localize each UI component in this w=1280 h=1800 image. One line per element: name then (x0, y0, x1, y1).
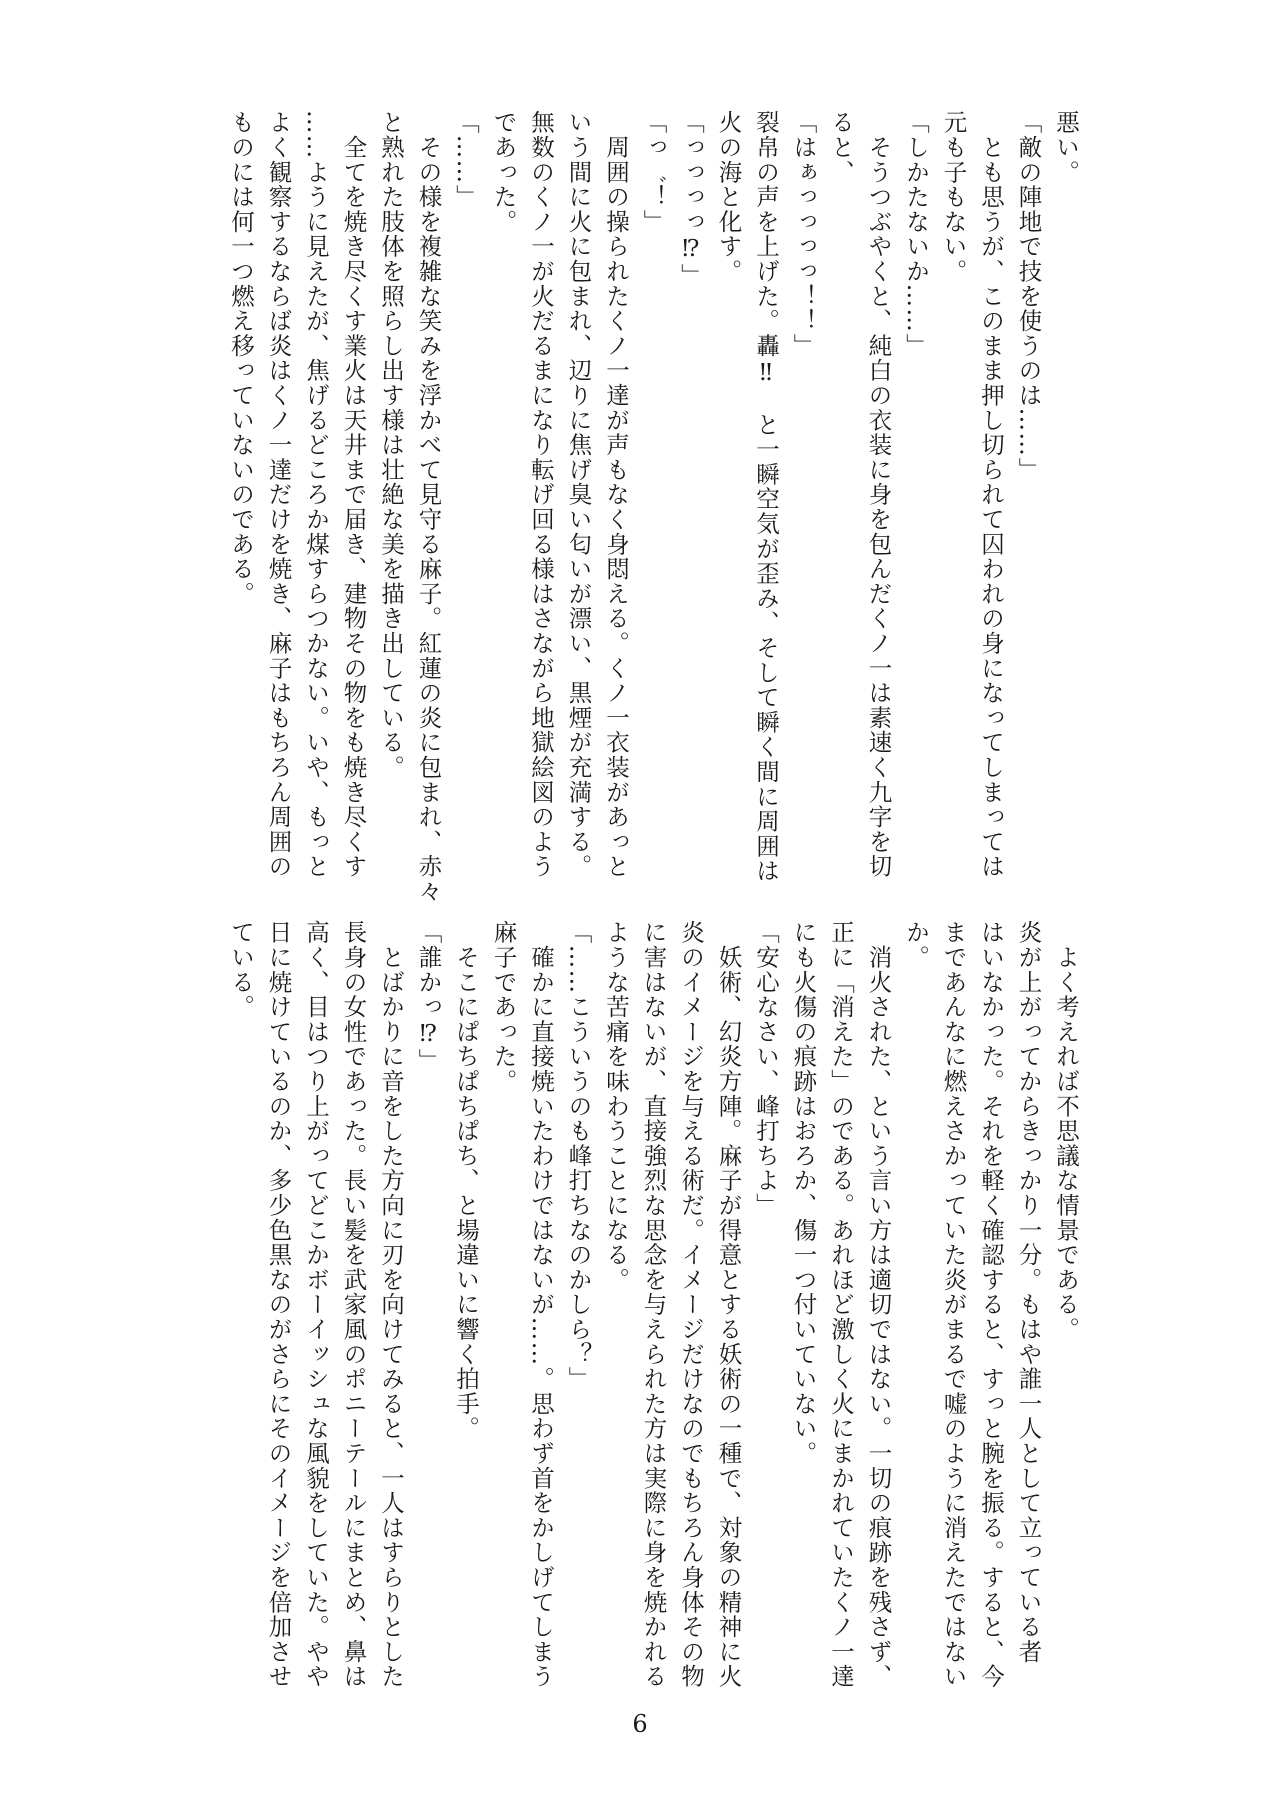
text-line: 麻子であった。 (489, 920, 518, 1094)
text-line: 元も子もない。 (939, 110, 968, 284)
text-line: 「っっっっ⁉」 (677, 110, 705, 289)
text-line: ような苦痛を味わうことになる。 (602, 920, 630, 1292)
text-line: ている。 (227, 920, 255, 1020)
text-line: 「……こういうのも峰打ちなのかしら？」 (564, 920, 593, 1392)
text-line: いう間に火に包まれ、辺りに焦げ臭い匂いが漂い、黒煙が充満する。 (564, 110, 593, 879)
text-line: 長身の女性であった。長い髪を武家風のポニーテールにまとめ、鼻は (339, 920, 368, 1689)
text-line: 周囲の操られたくノ一達が声もなく身悶える。くノ一衣装があっと (602, 110, 630, 879)
text-line: とも思うが、このまま押し切られて囚われの身になってしまっては (977, 110, 1005, 879)
text-line: 「敵の陣地で技を使うのは……」 (1014, 110, 1043, 482)
text-line: とばかりに音をした方向に刃を向けてみると、一人はすらりとした (377, 920, 405, 1689)
text-line: にも火傷の痕跡はおろか、傷一つ付いていない。 (789, 920, 818, 1466)
page-number: 6 (632, 1710, 648, 1738)
text-line: ……ように見えたが、焦げるどころか煤すらつかない。いや、もっと (302, 110, 330, 879)
text-line: 炎のイメージを与える術だ。イメージだけなのでもちろん身体その物 (677, 920, 705, 1689)
text-line: であった。 (489, 110, 518, 234)
text-line: 「……」 (452, 110, 480, 210)
text-line: その様を複雑な笑みを浮かべて見守る麻子。紅蓮の炎に包まれ、赤々 (414, 110, 443, 904)
text-line: か。 (902, 920, 930, 970)
text-line: ものには何一つ燃え移っていないのである。 (227, 110, 255, 606)
text-line: 悪い。 (1052, 110, 1080, 185)
text-line: と熟れた肢体を照らし出す様は壮絶な美を描き出している。 (377, 110, 405, 780)
text-line: 正に「消えた」のである。あれほど激しく火にまかれていたくノ一達 (827, 920, 855, 1689)
text-line: 「はぁっっっっ！！」 (789, 110, 818, 358)
text-line: 無数のくノ一が火だるまになり転げ回る様はさながら地獄絵図のよう (527, 110, 555, 879)
text-line: まであんなに燃えさかっていた炎がまるで嘘のように消えたではない (939, 920, 968, 1689)
text-line: 「誰かっ⁉」 (414, 920, 443, 1074)
text-line: 火の海と化す。 (714, 110, 743, 284)
text-line: ると、 (827, 110, 855, 185)
text-line: 「安心なさい、峰打ちよ」 (752, 920, 780, 1218)
text-line: 確かに直接焼いたわけではないが……。思わず首をかしげてしまう (527, 920, 555, 1689)
text-line: 裂帛の声を上げた。轟‼ と一瞬空気が歪み、そして瞬く間に周囲は (752, 110, 780, 884)
text-line: 消火された、という言い方は適切ではない。一切の痕跡を残さず、 (864, 920, 893, 1689)
text-line: 炎が上がってからきっかり一分。もはや誰一人として立っている者 (1014, 920, 1043, 1664)
text-line: 全てを焼き尽くす業火は天井まで届き、建物その物をも焼き尽くす (339, 110, 368, 879)
text-block-lower (104, 920, 1084, 1689)
text-line: に害はないが、直接強烈な思念を与えられた方は実際に身を焼かれる (639, 920, 668, 1689)
text-line: 「しかたないか……」 (902, 110, 930, 358)
text-line: そうつぶやくと、純白の衣装に身を包んだくノ一は素速く九字を切 (864, 110, 893, 879)
text-line: 「っ゛！」 (639, 110, 668, 234)
text-line: 日に焼けているのか、多少色黒なのがさらにそのイメージを倍加させ (264, 920, 293, 1689)
text-line: 高く、目はつり上がってどこかボーイッシュな風貌をしていた。やや (302, 920, 330, 1689)
text-line: はいなかった。それを軽く確認すると、すっと腕を振る。すると、今 (977, 920, 1005, 1689)
text-line: よく考えれば不思議な情景である。 (1052, 920, 1080, 1342)
text-line: そこにぱちぱちぱち、と場違いに響く拍手。 (452, 920, 480, 1441)
text-line: 妖術、幻炎方陣。麻子が得意とする妖術の一種で、対象の精神に火 (714, 920, 743, 1689)
text-line: よく観察するならば炎はくノ一達だけを焼き、麻子はもちろん周囲の (264, 110, 293, 879)
text-block-upper (104, 110, 1084, 904)
